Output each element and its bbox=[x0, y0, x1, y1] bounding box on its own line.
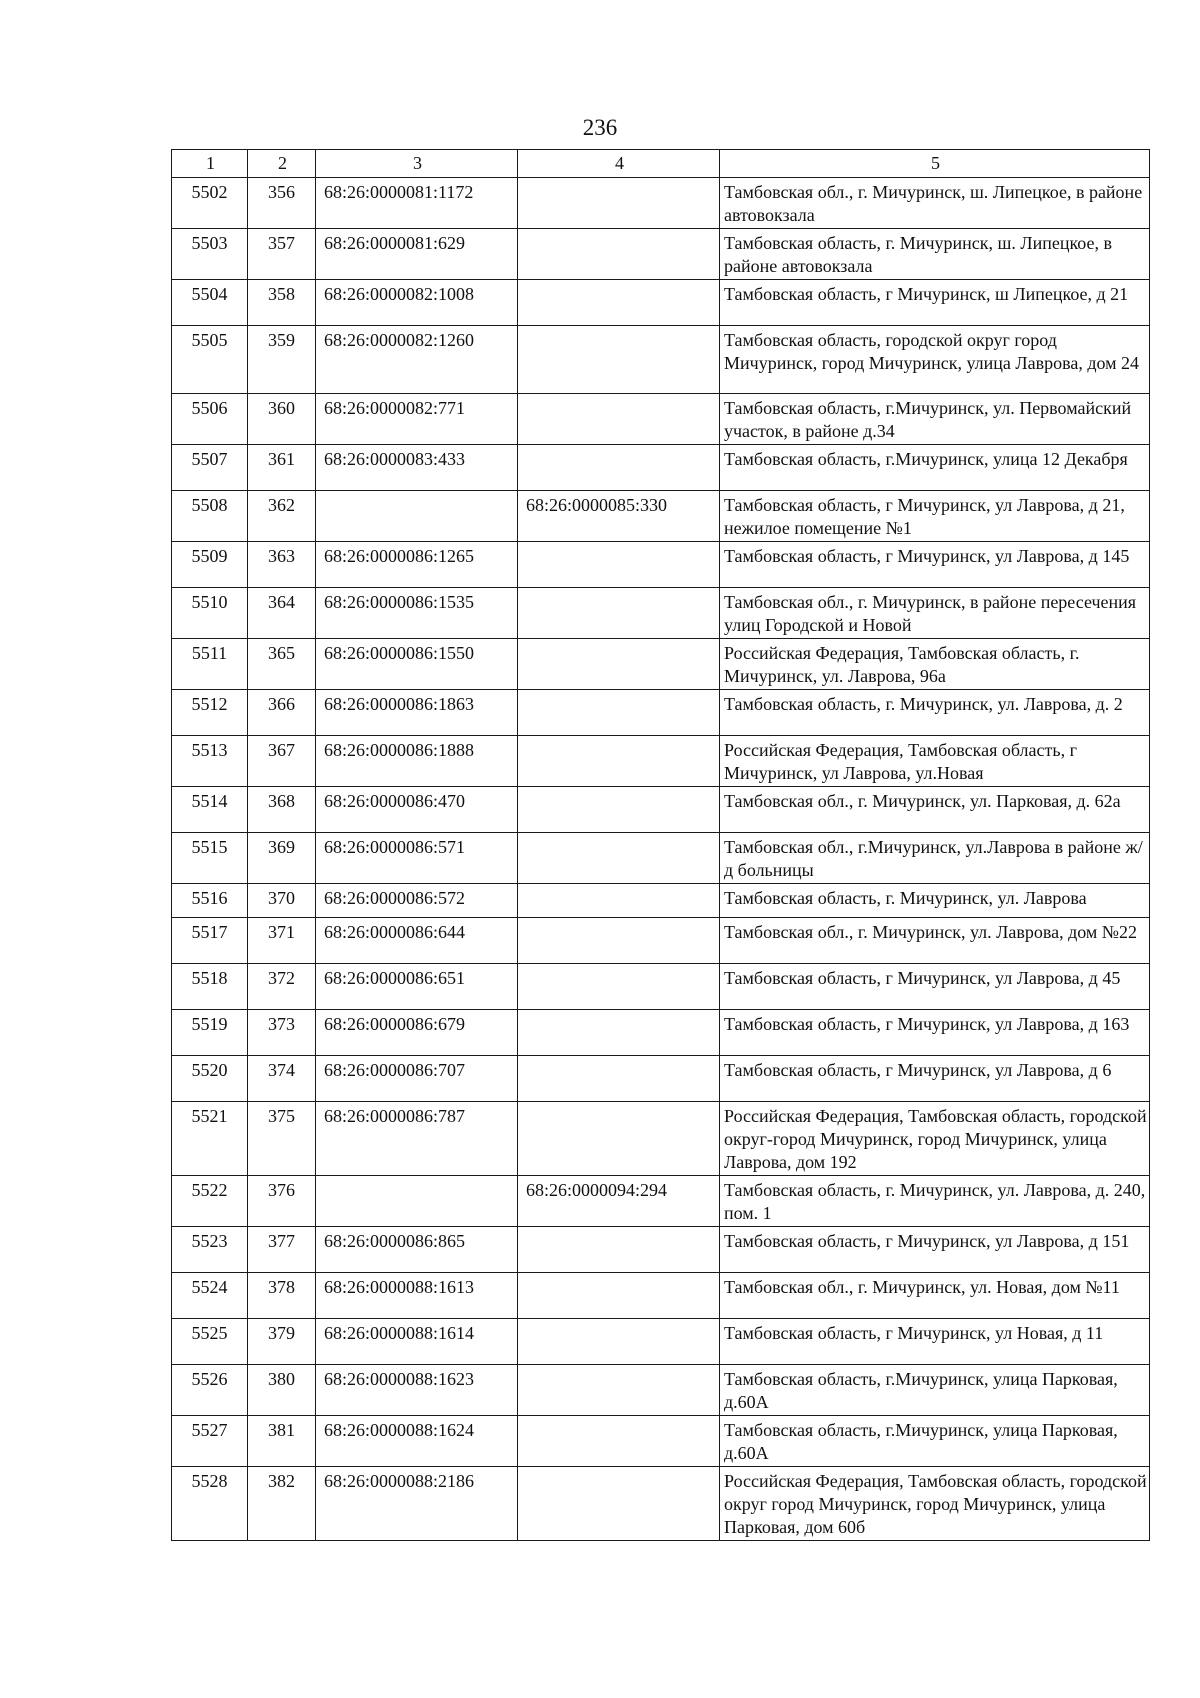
item-number-cell: 376 bbox=[248, 1176, 316, 1227]
header-row bbox=[172, 150, 1150, 178]
address-cell: Тамбовская область, г.Мичуринск, улица 12 Декабря bbox=[720, 445, 1150, 491]
record-number-cell: 5515 bbox=[172, 833, 248, 884]
cadastral-number-cell: 68:26:0000088:1623 bbox=[316, 1365, 518, 1416]
premises-cadastral-number-cell bbox=[518, 1416, 720, 1467]
item-number-cell: 378 bbox=[248, 1273, 316, 1319]
address-cell: Тамбовская область, г Мичуринск, ул Лаврова, д 163 bbox=[720, 1010, 1150, 1056]
item-number-cell: 360 bbox=[248, 394, 316, 445]
item-number-cell: 366 bbox=[248, 690, 316, 736]
table-row bbox=[172, 1467, 1150, 1541]
item-number-cell: 369 bbox=[248, 833, 316, 884]
table-row bbox=[172, 445, 1150, 491]
table-row bbox=[172, 639, 1150, 690]
record-number-cell: 5526 bbox=[172, 1365, 248, 1416]
item-number-cell: 382 bbox=[248, 1467, 316, 1541]
table-row bbox=[172, 1010, 1150, 1056]
cadastral-number-cell: 68:26:0000086:1535 bbox=[316, 588, 518, 639]
record-number-cell: 5524 bbox=[172, 1273, 248, 1319]
premises-cadastral-number-cell bbox=[518, 690, 720, 736]
address-cell: Тамбовская область, г Мичуринск, ул Лаврова, д 151 bbox=[720, 1227, 1150, 1273]
record-number-cell: 5506 bbox=[172, 394, 248, 445]
table-row bbox=[172, 491, 1150, 542]
record-number-cell: 5505 bbox=[172, 326, 248, 394]
record-number-cell: 5528 bbox=[172, 1467, 248, 1541]
table-row bbox=[172, 964, 1150, 1010]
table-row bbox=[172, 1102, 1150, 1176]
record-number-cell: 5504 bbox=[172, 280, 248, 326]
cadastral-number-cell bbox=[316, 1176, 518, 1227]
table-row bbox=[172, 588, 1150, 639]
item-number-cell: 371 bbox=[248, 918, 316, 964]
record-number-cell: 5521 bbox=[172, 1102, 248, 1176]
cadastral-number-cell: 68:26:0000081:629 bbox=[316, 229, 518, 280]
address-cell: Тамбовская область, г Мичуринск, ш Липецкое, д 21 bbox=[720, 280, 1150, 326]
cadastral-number-cell: 68:26:0000088:1614 bbox=[316, 1319, 518, 1365]
record-number-cell: 5527 bbox=[172, 1416, 248, 1467]
item-number-cell: 373 bbox=[248, 1010, 316, 1056]
premises-cadastral-number-cell bbox=[518, 394, 720, 445]
premises-cadastral-number-cell bbox=[518, 964, 720, 1010]
cadastral-number-cell: 68:26:0000088:1624 bbox=[316, 1416, 518, 1467]
premises-cadastral-number-cell bbox=[518, 445, 720, 491]
address-cell: Тамбовская область, городской округ город Мичуринск, город Мичуринск, улица Лаврова, дом 24 bbox=[720, 326, 1150, 394]
premises-cadastral-number-cell: 68:26:0000085:330 bbox=[518, 491, 720, 542]
address-cell: Тамбовская область, г. Мичуринск, ул. Лаврова, д. 2 bbox=[720, 690, 1150, 736]
item-number-cell: 356 bbox=[248, 178, 316, 229]
cadastral-number-cell: 68:26:0000086:1265 bbox=[316, 542, 518, 588]
item-number-cell: 381 bbox=[248, 1416, 316, 1467]
premises-cadastral-number-cell bbox=[518, 178, 720, 229]
column-header: 2 bbox=[248, 150, 316, 178]
address-cell: Российская Федерация, Тамбовская область, г. Мичуринск, ул. Лаврова, 96а bbox=[720, 639, 1150, 690]
table-body bbox=[172, 178, 1150, 1541]
item-number-cell: 358 bbox=[248, 280, 316, 326]
address-cell: Тамбовская обл., г.Мичуринск, ул.Лаврова в районе ж/д больницы bbox=[720, 833, 1150, 884]
address-cell: Тамбовская область, г.Мичуринск, ул. Первомайский участок, в районе д.34 bbox=[720, 394, 1150, 445]
table-row bbox=[172, 1319, 1150, 1365]
item-number-cell: 370 bbox=[248, 884, 316, 918]
record-number-cell: 5516 bbox=[172, 884, 248, 918]
address-cell: Тамбовская область, г Мичуринск, ул Лаврова, д 145 bbox=[720, 542, 1150, 588]
record-number-cell: 5525 bbox=[172, 1319, 248, 1365]
address-cell: Тамбовская обл., г. Мичуринск, в районе пересечения улиц Городской и Новой bbox=[720, 588, 1150, 639]
premises-cadastral-number-cell bbox=[518, 326, 720, 394]
cadastral-number-cell: 68:26:0000082:1260 bbox=[316, 326, 518, 394]
table-row bbox=[172, 229, 1150, 280]
address-cell: Тамбовская область, г.Мичуринск, улица Парковая, д.60А bbox=[720, 1416, 1150, 1467]
cadastral-number-cell: 68:26:0000088:2186 bbox=[316, 1467, 518, 1541]
item-number-cell: 367 bbox=[248, 736, 316, 787]
address-cell: Тамбовская обл., г. Мичуринск, ул. Парковая, д. 62а bbox=[720, 787, 1150, 833]
table-row bbox=[172, 1273, 1150, 1319]
column-header: 3 bbox=[316, 150, 518, 178]
premises-cadastral-number-cell bbox=[518, 588, 720, 639]
address-cell: Тамбовская обл., г. Мичуринск, ш. Липецкое, в районе автовокзала bbox=[720, 178, 1150, 229]
address-cell: Российская Федерация, Тамбовская область, городской округ город Мичуринск, город Мичуринск, улица Парковая, дом 60б bbox=[720, 1467, 1150, 1541]
table-header bbox=[172, 150, 1150, 178]
record-number-cell: 5514 bbox=[172, 787, 248, 833]
cadastral-number-cell: 68:26:0000086:644 bbox=[316, 918, 518, 964]
record-number-cell: 5503 bbox=[172, 229, 248, 280]
table-row bbox=[172, 690, 1150, 736]
item-number-cell: 374 bbox=[248, 1056, 316, 1102]
address-cell: Тамбовская область, г Мичуринск, ул Новая, д 11 bbox=[720, 1319, 1150, 1365]
table-row bbox=[172, 280, 1150, 326]
premises-cadastral-number-cell bbox=[518, 736, 720, 787]
item-number-cell: 361 bbox=[248, 445, 316, 491]
item-number-cell: 375 bbox=[248, 1102, 316, 1176]
table-row bbox=[172, 178, 1150, 229]
record-number-cell: 5508 bbox=[172, 491, 248, 542]
table-row bbox=[172, 1056, 1150, 1102]
address-cell: Тамбовская область, г Мичуринск, ул Лаврова, д 6 bbox=[720, 1056, 1150, 1102]
record-number-cell: 5511 bbox=[172, 639, 248, 690]
item-number-cell: 365 bbox=[248, 639, 316, 690]
table-row bbox=[172, 833, 1150, 884]
item-number-cell: 364 bbox=[248, 588, 316, 639]
premises-cadastral-number-cell bbox=[518, 1056, 720, 1102]
premises-cadastral-number-cell bbox=[518, 918, 720, 964]
premises-cadastral-number-cell bbox=[518, 1010, 720, 1056]
cadastral-number-cell: 68:26:0000088:1613 bbox=[316, 1273, 518, 1319]
item-number-cell: 372 bbox=[248, 964, 316, 1010]
premises-cadastral-number-cell: 68:26:0000094:294 bbox=[518, 1176, 720, 1227]
cadastral-number-cell: 68:26:0000086:1888 bbox=[316, 736, 518, 787]
address-cell: Тамбовская обл., г. Мичуринск, ул. Новая, дом №11 bbox=[720, 1273, 1150, 1319]
table-row bbox=[172, 394, 1150, 445]
address-cell: Тамбовская область, г Мичуринск, ул Лаврова, д 21, нежилое помещение №1 bbox=[720, 491, 1150, 542]
cadastral-number-cell: 68:26:0000086:679 bbox=[316, 1010, 518, 1056]
premises-cadastral-number-cell bbox=[518, 1319, 720, 1365]
record-number-cell: 5510 bbox=[172, 588, 248, 639]
record-number-cell: 5519 bbox=[172, 1010, 248, 1056]
record-number-cell: 5517 bbox=[172, 918, 248, 964]
column-header: 5 bbox=[720, 150, 1150, 178]
item-number-cell: 357 bbox=[248, 229, 316, 280]
table-row bbox=[172, 1365, 1150, 1416]
item-number-cell: 363 bbox=[248, 542, 316, 588]
record-number-cell: 5513 bbox=[172, 736, 248, 787]
record-number-cell: 5522 bbox=[172, 1176, 248, 1227]
address-cell: Тамбовская обл., г. Мичуринск, ул. Лаврова, дом №22 bbox=[720, 918, 1150, 964]
table-row bbox=[172, 1227, 1150, 1273]
premises-cadastral-number-cell bbox=[518, 833, 720, 884]
address-cell: Тамбовская область, г. Мичуринск, ул. Лаврова, д. 240, пом. 1 bbox=[720, 1176, 1150, 1227]
cadastral-number-cell: 68:26:0000086:865 bbox=[316, 1227, 518, 1273]
table-row bbox=[172, 326, 1150, 394]
item-number-cell: 380 bbox=[248, 1365, 316, 1416]
premises-cadastral-number-cell bbox=[518, 1365, 720, 1416]
item-number-cell: 362 bbox=[248, 491, 316, 542]
premises-cadastral-number-cell bbox=[518, 1227, 720, 1273]
cadastral-number-cell bbox=[316, 491, 518, 542]
table-row bbox=[172, 884, 1150, 918]
item-number-cell: 377 bbox=[248, 1227, 316, 1273]
table-row bbox=[172, 1416, 1150, 1467]
record-number-cell: 5523 bbox=[172, 1227, 248, 1273]
item-number-cell: 368 bbox=[248, 787, 316, 833]
address-cell: Тамбовская область, г.Мичуринск, улица Парковая, д.60А bbox=[720, 1365, 1150, 1416]
cadastral-number-cell: 68:26:0000086:1550 bbox=[316, 639, 518, 690]
table-row bbox=[172, 1176, 1150, 1227]
record-number-cell: 5520 bbox=[172, 1056, 248, 1102]
registry-table bbox=[171, 149, 1150, 1541]
column-header: 4 bbox=[518, 150, 720, 178]
address-cell: Российская Федерация, Тамбовская область, г Мичуринск, ул Лаврова, ул.Новая bbox=[720, 736, 1150, 787]
cadastral-number-cell: 68:26:0000086:707 bbox=[316, 1056, 518, 1102]
premises-cadastral-number-cell bbox=[518, 1273, 720, 1319]
cadastral-number-cell: 68:26:0000082:1008 bbox=[316, 280, 518, 326]
table-row bbox=[172, 542, 1150, 588]
record-number-cell: 5512 bbox=[172, 690, 248, 736]
premises-cadastral-number-cell bbox=[518, 229, 720, 280]
table-row bbox=[172, 918, 1150, 964]
cadastral-number-cell: 68:26:0000083:433 bbox=[316, 445, 518, 491]
premises-cadastral-number-cell bbox=[518, 639, 720, 690]
table-row bbox=[172, 787, 1150, 833]
item-number-cell: 379 bbox=[248, 1319, 316, 1365]
table-row bbox=[172, 736, 1150, 787]
premises-cadastral-number-cell bbox=[518, 542, 720, 588]
cadastral-number-cell: 68:26:0000086:470 bbox=[316, 787, 518, 833]
cadastral-number-cell: 68:26:0000086:1863 bbox=[316, 690, 518, 736]
record-number-cell: 5509 bbox=[172, 542, 248, 588]
record-number-cell: 5518 bbox=[172, 964, 248, 1010]
page-number: 236 bbox=[582, 115, 618, 140]
cadastral-number-cell: 68:26:0000081:1172 bbox=[316, 178, 518, 229]
premises-cadastral-number-cell bbox=[518, 1102, 720, 1176]
record-number-cell: 5507 bbox=[172, 445, 248, 491]
address-cell: Тамбовская область, г. Мичуринск, ш. Липецкое, в районе автовокзала bbox=[720, 229, 1150, 280]
premises-cadastral-number-cell bbox=[518, 884, 720, 918]
premises-cadastral-number-cell bbox=[518, 1467, 720, 1541]
record-number-cell: 5502 bbox=[172, 178, 248, 229]
column-header: 1 bbox=[172, 150, 248, 178]
cadastral-number-cell: 68:26:0000086:571 bbox=[316, 833, 518, 884]
cadastral-number-cell: 68:26:0000086:787 bbox=[316, 1102, 518, 1176]
address-cell: Тамбовская область, г Мичуринск, ул Лаврова, д 45 bbox=[720, 964, 1150, 1010]
premises-cadastral-number-cell bbox=[518, 280, 720, 326]
item-number-cell: 359 bbox=[248, 326, 316, 394]
cadastral-number-cell: 68:26:0000086:572 bbox=[316, 884, 518, 918]
premises-cadastral-number-cell bbox=[518, 787, 720, 833]
address-cell: Тамбовская область, г. Мичуринск, ул. Лаврова bbox=[720, 884, 1150, 918]
cadastral-number-cell: 68:26:0000082:771 bbox=[316, 394, 518, 445]
cadastral-number-cell: 68:26:0000086:651 bbox=[316, 964, 518, 1010]
address-cell: Российская Федерация, Тамбовская область, городской округ-город Мичуринск, город Мичуринск, улица Лаврова, дом 192 bbox=[720, 1102, 1150, 1176]
